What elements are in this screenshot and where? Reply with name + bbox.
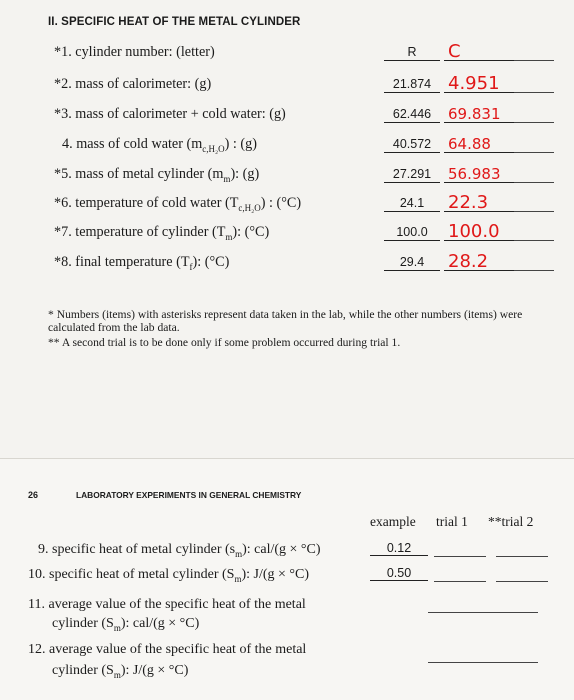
section-title: II. SPECIFIC HEAT OF THE METAL CYLINDER: [48, 16, 301, 28]
item-9-label: [38, 541, 321, 563]
label-text: 12. average value of the specific heat of the metal: [28, 642, 307, 657]
typed-value: 27.291: [388, 164, 436, 184]
label-text: *6. temperature of cold water (T: [54, 195, 239, 211]
label-text: *7. temperature of cylinder (T: [54, 224, 226, 240]
data-row-mass-calorimeter-water: [0, 104, 574, 124]
handwritten-value: 28.2: [448, 252, 508, 272]
column-header-trial-2: **trial 2: [488, 514, 534, 529]
item-10-example-value: 0.50: [374, 566, 424, 580]
typed-value: 40.572: [388, 134, 436, 154]
label-text: *1. cylinder number: (letter): [54, 44, 215, 60]
blank-line: [514, 211, 554, 212]
note-second-trial: ** A second trial is to be done only if some problem occurred during trial 1.: [48, 336, 401, 349]
label-subscript: c,H₂O: [238, 202, 261, 213]
label-subscript: c,H₂O: [202, 143, 225, 154]
item-11-answer-blank: [428, 612, 538, 613]
label-tail: ) : (g): [224, 136, 257, 152]
blank-line: [514, 122, 554, 123]
label-text: cylinder (S: [52, 663, 114, 678]
item-10-trial-2-blank: [496, 581, 548, 582]
label-text: *5. mass of metal cylinder (m: [54, 166, 224, 182]
item-10-label: [28, 566, 309, 588]
item-11-label: [28, 596, 306, 614]
item-11-label-line-2: [52, 615, 199, 637]
handwritten-value: 56.983: [448, 164, 508, 184]
blank-line: [514, 152, 554, 153]
typed-value: 100.0: [388, 222, 436, 242]
label-tail: ): (g): [230, 166, 260, 182]
row-label: [54, 222, 269, 247]
data-row-temp-cylinder: [0, 222, 574, 242]
note-asterisk: * Numbers (items) with asterisks represent data taken in the lab, while the other numbers (items) were calculated from the lab data.: [48, 308, 523, 334]
item-12-label-line-2: [52, 662, 188, 684]
column-header-example: example: [370, 514, 416, 529]
label-text: 4. mass of cold water (m: [62, 136, 203, 152]
data-row-final-temp: [0, 252, 574, 272]
blank-line: [514, 240, 554, 241]
blank-line: [514, 270, 554, 271]
label-text: *3. mass of calorimeter + cold water: (g): [54, 106, 286, 122]
row-label: [54, 193, 301, 218]
item-12-answer-blank: [428, 662, 538, 663]
item-12-label: [28, 641, 306, 659]
label-tail: ): cal/(g × °C): [120, 616, 200, 631]
handwritten-value: 22.3: [448, 193, 508, 213]
label-subscript: m: [235, 548, 243, 559]
label-text: 11. average value of the specific heat of the metal: [28, 597, 306, 612]
label-tail: ): cal/(g × °C): [242, 542, 321, 557]
item-9-trial-1-blank: [434, 556, 486, 557]
row-label: [54, 252, 229, 277]
label-subscript: m: [234, 573, 242, 584]
data-row-temp-cold-water: [0, 193, 574, 213]
page-number: 26: [28, 490, 39, 500]
label-text: *2. mass of calorimeter: (g): [54, 76, 212, 92]
label-tail: ) : (°C): [260, 195, 302, 211]
label-subscript: m: [223, 173, 231, 184]
typed-value: R: [388, 42, 436, 62]
label-text: cylinder (S: [52, 616, 114, 631]
row-label: [54, 42, 215, 62]
row-label: [54, 74, 211, 94]
label-subscript: m: [113, 622, 121, 633]
item-10-trial-1-blank: [434, 581, 486, 582]
blank-line: [514, 182, 554, 183]
label-tail: ): J/(g × °C): [120, 663, 189, 678]
typed-value: 21.874: [388, 74, 436, 94]
blank-line: [514, 92, 554, 93]
label-subscript: f: [189, 261, 193, 272]
label-tail: ): J/(g × °C): [241, 567, 309, 582]
typed-value: 62.446: [388, 104, 436, 124]
data-row-mass-metal-cylinder: [0, 164, 574, 184]
typed-value: 24.1: [388, 193, 436, 213]
label-subscript: m: [113, 669, 121, 680]
label-text: 10. specific heat of metal cylinder (S: [28, 567, 235, 582]
row-label: [54, 164, 259, 189]
data-row-mass-cold-water: [0, 134, 574, 154]
item-9-example-value: 0.12: [374, 541, 424, 555]
column-header-trial-1: trial 1: [436, 514, 468, 529]
label-text: 9. specific heat of metal cylinder (s: [38, 542, 236, 557]
data-row-cylinder-number: [0, 42, 574, 62]
row-label: [62, 134, 257, 159]
label-tail: ): (°C): [192, 254, 230, 270]
typed-value: 29.4: [388, 252, 436, 272]
label-subscript: m: [225, 231, 233, 242]
label-tail: ): (°C): [232, 224, 270, 240]
running-title: LABORATORY EXPERIMENTS IN GENERAL CHEMISTRY: [76, 490, 302, 500]
handwritten-value: C: [448, 42, 508, 62]
handwritten-value: 4.951: [448, 74, 508, 94]
handwritten-value: 64.88: [448, 134, 508, 154]
row-label: [54, 104, 286, 124]
handwritten-value: 69.831: [448, 104, 508, 124]
label-text: *8. final temperature (T: [54, 254, 190, 270]
handwritten-value: 100.0: [448, 222, 508, 242]
data-row-mass-calorimeter: [0, 74, 574, 94]
blank-line: [514, 60, 554, 61]
item-9-trial-2-blank: [496, 556, 548, 557]
